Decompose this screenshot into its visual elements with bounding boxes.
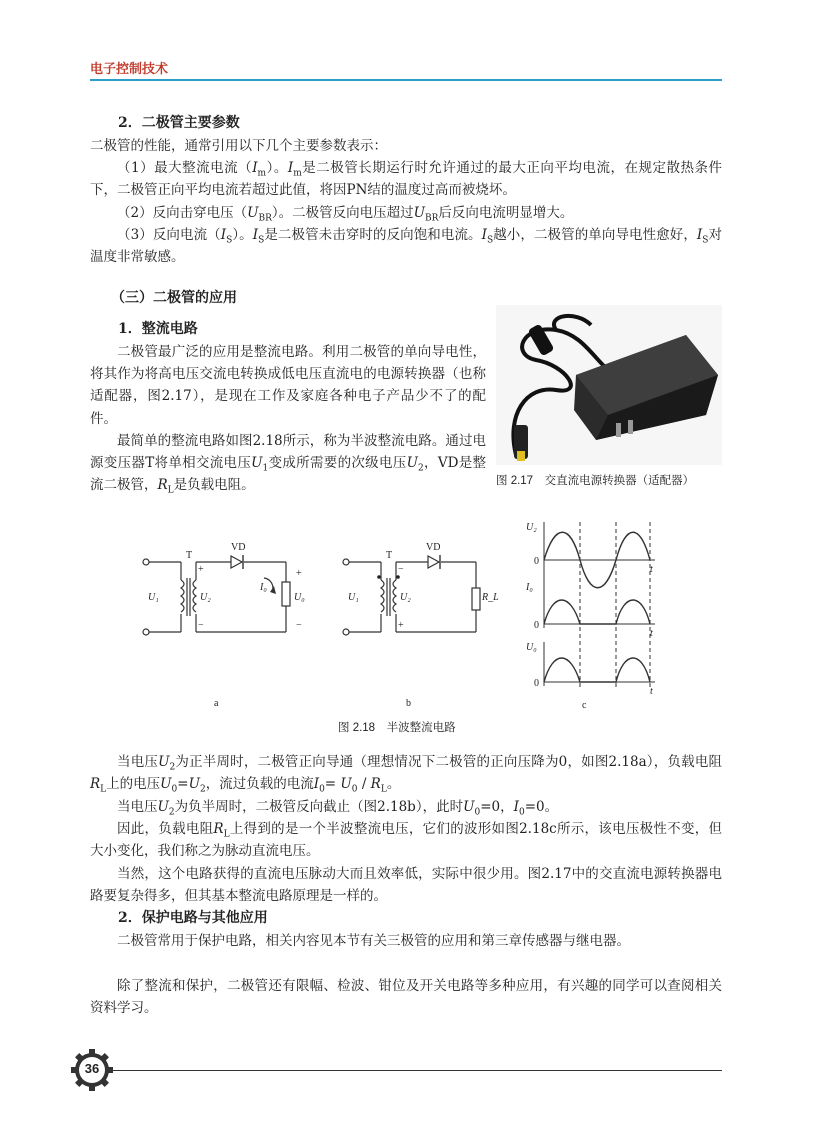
label-RL: R_L xyxy=(482,592,499,603)
label-c: c xyxy=(582,700,587,710)
label-I0: I₀ xyxy=(260,582,267,593)
label-VD: VD xyxy=(231,542,246,553)
paragraph: （2）反向击穿电压$(U_{BR})$。二极管反向电压超过$U_{BR}$后反向电流明显增大。 xyxy=(117,205,574,224)
label-a: a xyxy=(214,698,219,709)
label-plus: + xyxy=(198,564,204,575)
axis-t: t xyxy=(650,686,653,697)
axis-zero: 0 xyxy=(534,620,539,631)
paragraph: 因此，负载电阻$R_L$上得到的是一个半波整流电压，它们的波形如图2.18c所示，该电压极性不变，但大小变化，我们称之为脉动直流电压。 xyxy=(90,821,722,860)
paragraph: 二极管最广泛的应用是整流电路。利用二极管的单向导电性，将其作为将高电压交流电转换成低电压直流电的电源转换器（也称适配器，图2.17），是现在工作及家庭各种电子产品少不了的配件。 xyxy=(90,344,486,427)
page-number: 36 xyxy=(84,1061,100,1076)
label-U0: U₀ xyxy=(294,592,305,603)
label-plus: + xyxy=(296,568,302,579)
label-VD: VD xyxy=(426,542,441,553)
paragraph: （3）反向电流$(I_S)$。$I_S$是二极管未击穿时的反向饱和电流。$I_S$越小，二极管的单向导电性愈好，$I_S$对温度非常敏感。 xyxy=(90,227,723,266)
label-T: T xyxy=(386,550,393,561)
paragraph: 二极管常用于保护电路，相关内容见本节有关三极管的应用和第三章传感器与继电器。 xyxy=(117,933,630,949)
axis-label-U2: U₂ xyxy=(526,522,537,533)
subsection-title: 2．保护电路与其他应用 xyxy=(118,910,268,926)
axis-t: t xyxy=(650,564,653,575)
paragraph: 二极管的性能，通常引用以下几个主要参数表示： xyxy=(90,138,387,154)
axis-zero: 0 xyxy=(534,556,539,567)
paragraph: 当电压$U_2$为正半周时，二极管正向导通（理想情况下二极管的正向压降为0，如图2.18a），负载电阻$R_L$上的电压$U_0=U_2$，流过负载的电流$I_0= U_0 / R_L$。 xyxy=(90,754,723,795)
label-T: T xyxy=(186,550,193,561)
label-U2: U₂ xyxy=(400,592,411,603)
paragraph: （1）最大整流电流$(I_m)$。$I_m$是二极管长期运行时允许通过的最大正向平均电流，在规定散热条件下，二极管正向平均电流若超过此值，将因PN结的温度过高而被烧坏。 xyxy=(90,160,723,199)
paragraph: 当电压$U_2$为负半周时，二极管反向截止（图2.18b），此时$U_0=0$，$I_0=0$。 xyxy=(117,799,559,818)
paragraph: 当然，这个电路获得的直流电压脉动大而且效率低，实际中很少用。图2.17中的交直流电源转换器电路要复杂得多，但其基本整流电路原理是一样的。 xyxy=(90,866,722,905)
paragraph: 最简单的整流电路如图2.18所示，称为半波整流电路。通过电源变压器T将单相交流电压$U_1$变成所需要的次级电压$U_2$，VD是整流二极管，$R_L$是负载电阻。 xyxy=(90,433,487,497)
axis-zero: 0 xyxy=(534,678,539,689)
axis-t: t xyxy=(650,628,653,639)
label-minus: − xyxy=(198,620,204,631)
running-header: 电子控制技术 xyxy=(90,61,169,76)
rectifier-circuits xyxy=(136,520,566,710)
adapter-photo xyxy=(496,305,722,465)
label-U2: U₂ xyxy=(200,592,211,603)
label-plus: + xyxy=(398,620,404,631)
footer-rule xyxy=(112,1070,722,1071)
waveform-chart xyxy=(520,518,720,710)
label-b: b xyxy=(406,698,411,709)
section-title: （三）二极管的应用 xyxy=(111,289,237,305)
label-minus: − xyxy=(398,564,404,575)
figure-caption: 图 2.17 交直流电源转换器（适配器） xyxy=(496,475,695,487)
label-U1: U₁ xyxy=(348,592,359,603)
header-rule xyxy=(90,79,722,81)
subsection-title: 1．整流电路 xyxy=(118,321,198,337)
paragraph: 除了整流和保护，二极管还有限幅、检波、钳位及开关电路等多种应用，有兴趣的同学可以查阅相关资料学习。 xyxy=(90,978,722,1017)
figure-caption: 图 2.18 半波整流电路 xyxy=(338,722,456,734)
section-title: 2．二极管主要参数 xyxy=(118,115,240,131)
axis-label-I0: I₀ xyxy=(526,582,533,593)
label-minus: − xyxy=(296,620,302,631)
axis-label-U0: U₀ xyxy=(526,642,537,653)
label-U1: U₁ xyxy=(148,592,159,603)
